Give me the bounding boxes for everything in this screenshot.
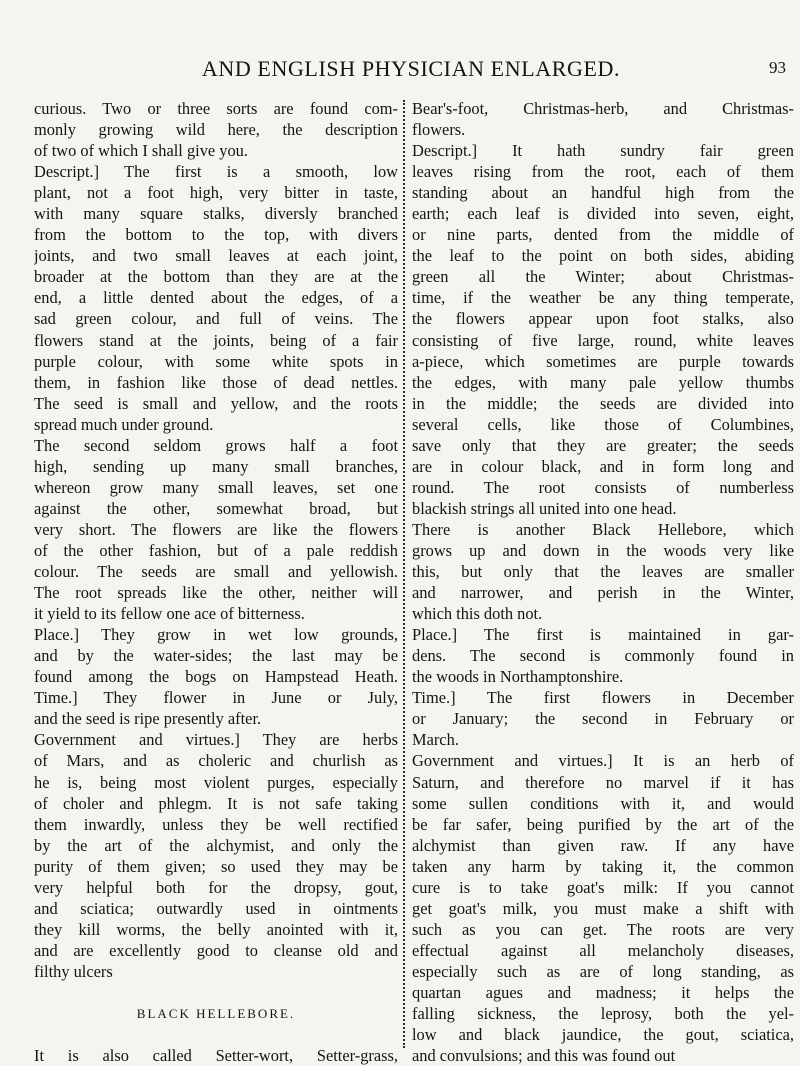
right-column bbox=[412, 98, 794, 1066]
right-text-line: time, if the weather be any thing temperate, bbox=[412, 288, 794, 308]
left-text-line: colour. The seeds are small and yellowish. bbox=[34, 562, 398, 582]
left-text-line: of choler and phlegm. It is not safe taking bbox=[34, 793, 398, 813]
left-text-line: by the art of the alchymist, and only the bbox=[34, 835, 398, 855]
left-text-line: sad green colour, and full of veins. The bbox=[34, 309, 398, 329]
right-text-line: the leaf to the point on both sides, abiding bbox=[412, 246, 794, 266]
left-text-line: broader at the bottom than they are at the bbox=[34, 267, 398, 287]
right-text-line: effectual against all melancholy diseases, bbox=[412, 940, 794, 960]
right-text-line: earth; each leaf is divided into seven, eight, bbox=[412, 204, 794, 224]
left-text-line: The seed is small and yellow, and the roots bbox=[34, 393, 398, 413]
left-text-line: The second seldom grows half a foot bbox=[34, 435, 398, 455]
left-text-line: it yield to its fellow one ace of bitterness. bbox=[34, 604, 305, 624]
right-text-line: be far safer, being purified by the art of the bbox=[412, 814, 794, 834]
left-text-line: It is also called Setter-wort, Setter-grass, bbox=[34, 1046, 398, 1066]
right-text-line: Bear's-foot, Christmas-herb, and Christmas- bbox=[412, 99, 794, 118]
right-text-line: the woods in Northamptonshire. bbox=[412, 667, 624, 687]
right-text-line: falling sickness, the leprosy, both the yel- bbox=[412, 1004, 794, 1024]
left-text-line: joints, and two small leaves at each joint, bbox=[34, 246, 398, 266]
left-text-line: them, in fashion like those of dead nettles. bbox=[34, 372, 398, 392]
right-text-line: dens. The second is commonly found in bbox=[412, 646, 794, 666]
right-text-line: Government and virtues.] It is an herb of bbox=[412, 751, 794, 771]
left-text-line: with many square stalks, diversly branched bbox=[34, 204, 398, 224]
left-text-line: Government and virtues.] They are herbs bbox=[34, 730, 398, 750]
left-text-line: he is, being most violent purges, especially bbox=[34, 772, 398, 792]
left-text-line: Place.] They grow in wet low grounds, bbox=[34, 625, 398, 645]
right-text-line: or January; the second in February or bbox=[412, 709, 794, 729]
left-text-line: and sciatica; outwardly used in ointments bbox=[34, 898, 398, 918]
left-text-line: flowers stand at the joints, being of a fair bbox=[34, 330, 398, 350]
left-text-line: and by the water-sides; the last may be bbox=[34, 646, 398, 666]
left-text-line: purple colour, with some white spots in bbox=[34, 351, 398, 371]
spacer bbox=[34, 1024, 398, 1045]
right-text-line: this, but only that the leaves are smaller bbox=[412, 562, 794, 582]
left-text-line: found among the bogs on Hampstead Heath. bbox=[34, 667, 398, 687]
spacer bbox=[34, 982, 398, 1003]
left-text-line: from the bottom to the top, with divers bbox=[34, 225, 398, 245]
left-text-line: filthy ulcers bbox=[34, 961, 113, 981]
right-text-line: especially such as are of long standing, as bbox=[412, 961, 794, 981]
right-text-line: blackish strings all united into one head. bbox=[412, 498, 677, 518]
right-text-line: quartan agues and madness; it helps the bbox=[412, 982, 794, 1002]
right-text-line: the edges, with many pale yellow thumbs bbox=[412, 372, 794, 392]
left-text-line: plant, not a foot high, very bitter in taste, bbox=[34, 183, 398, 203]
left-column bbox=[34, 98, 398, 1066]
left-text-line: purity of them given; so used they may be bbox=[34, 856, 398, 876]
right-text-line: the flowers appear upon foot stalks, also bbox=[412, 309, 794, 329]
left-text-line: spread much under ground. bbox=[34, 414, 214, 434]
right-text-line: or nine parts, dented from the middle of bbox=[412, 225, 794, 245]
right-text-line: Descript.] It hath sundry fair green bbox=[412, 141, 794, 161]
section-heading: BLACK HELLEBORE. bbox=[136, 1006, 296, 1022]
right-text-line: leaves rising from the root, each of them bbox=[412, 162, 794, 182]
right-text-line: save only that they are greater; the seeds bbox=[412, 435, 794, 455]
right-text-line: are in colour black, and in form long and bbox=[412, 456, 794, 476]
left-text-line: very short. The flowers are like the flowers bbox=[34, 519, 398, 539]
right-text-line: which this doth not. bbox=[412, 604, 543, 624]
left-text-line: against the other, somewhat broad, but bbox=[34, 498, 398, 518]
right-text-line: There is another Black Hellebore, which bbox=[412, 519, 794, 539]
left-text-line: of two of which I shall give you. bbox=[34, 141, 248, 161]
right-text-line: such as you can get. The roots are very bbox=[412, 919, 794, 939]
right-text-line: taken any harm by taking it, the common bbox=[412, 856, 794, 876]
right-text-line: grows up and down in the woods very like bbox=[412, 540, 794, 560]
right-text-line: some sullen conditions with it, and would bbox=[412, 793, 794, 813]
right-text-line: flowers. bbox=[412, 120, 466, 140]
page-number: 93 bbox=[769, 58, 786, 77]
left-text-line: and are excellently good to cleanse old and bbox=[34, 940, 398, 960]
right-text-line: consisting of five large, round, white leaves bbox=[412, 330, 794, 350]
running-title: AND ENGLISH PHYSICIAN ENLARGED. bbox=[201, 56, 621, 81]
left-text-line: monly growing wild here, the description bbox=[34, 120, 398, 140]
right-text-line: green all the Winter; about Christmas- bbox=[412, 267, 794, 287]
left-text-line: whereon grow many small leaves, set one bbox=[34, 477, 398, 497]
right-text-line: cure is to take goat's milk: If you cannot bbox=[412, 877, 794, 897]
left-text-line: they kill worms, the belly anointed with it, bbox=[34, 919, 398, 939]
right-text-line: March. bbox=[412, 730, 459, 750]
right-text-line: Saturn, and therefore no marvel if it has bbox=[412, 772, 794, 792]
left-text-line: very helpful both for the dropsy, gout, bbox=[34, 877, 398, 897]
right-text-line: Place.] The first is maintained in gar- bbox=[412, 625, 794, 645]
right-text-line: low and black jaundice, the gout, sciatica, bbox=[412, 1025, 794, 1045]
right-text-line: standing about an handful high from the bbox=[412, 183, 794, 203]
left-text-line: Time.] They flower in June or July, bbox=[34, 688, 398, 708]
right-text-line: in the middle; the seeds are divided into bbox=[412, 393, 794, 413]
right-text-line: a-piece, which sometimes are purple towards bbox=[412, 351, 794, 371]
left-text-line: high, sending up many small branches, bbox=[34, 456, 398, 476]
left-text-line: and the seed is ripe presently after. bbox=[34, 709, 262, 729]
left-text-line: Descript.] The first is a smooth, low bbox=[34, 162, 398, 182]
left-text-line: of the other fashion, but of a pale reddish bbox=[34, 540, 398, 560]
left-text-line: of Mars, and as choleric and churlish as bbox=[34, 751, 398, 771]
right-text-line: several cells, like those of Columbines, bbox=[412, 414, 794, 434]
page-header bbox=[36, 56, 786, 86]
right-text-line: and narrower, and perish in the Winter, bbox=[412, 583, 794, 603]
column-divider bbox=[403, 100, 405, 1048]
right-text-line: alchymist than given raw. If any have bbox=[412, 835, 794, 855]
right-text-line: round. The root consists of numberless bbox=[412, 477, 794, 497]
left-text-line: curious. Two or three sorts are found com- bbox=[34, 99, 398, 118]
right-text-line: get goat's milk, you must make a shift with bbox=[412, 898, 794, 918]
left-text-line: The root spreads like the other, neither will bbox=[34, 583, 398, 603]
right-text-line: and convulsions; and this was found out bbox=[412, 1046, 676, 1066]
right-text-line: Time.] The first flowers in December bbox=[412, 688, 794, 708]
left-text-line: end, a little dented about the edges, of a bbox=[34, 288, 398, 308]
left-text-line: them inwardly, unless they be well rectified bbox=[34, 814, 398, 834]
